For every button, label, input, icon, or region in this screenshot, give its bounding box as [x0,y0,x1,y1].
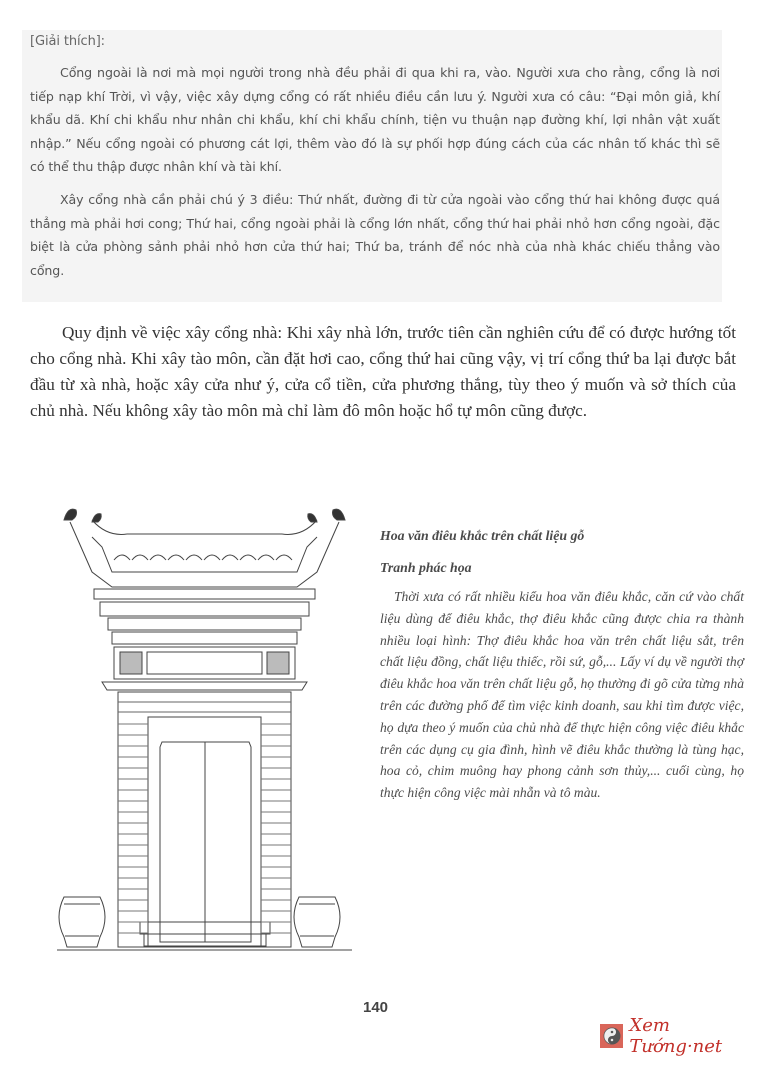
gate-illustration [52,492,357,962]
urn-left [59,897,105,947]
explanation-paragraph-1: Cổng ngoài là nơi mà mọi người trong nhà đều phải đi qua khi ra, vào. Người xưa cho rằng, cổng là nơi tiếp nạp khí Trời, vì vậy, việc xây dựng cổng có rất nhiều điều cần lưu ý. Người xưa có câu: “Đại môn giả, khí khẩu dã. Khí chi khẩu như nhân chi khẩu, khí chi khẩu chính, tiện vu thuận nạp đường khí, lợi nhân vật xuất nhập.” Nếu cổng ngoài có phương cát lợi, thêm vào đó là sự phối hợp đúng cách của các nhân tố khác thì sẽ có thể thu thập được nhân khí và tài khí. [30,65,720,174]
door [140,742,270,946]
yin-yang-icon [600,1024,623,1048]
watermark-text: Xem Tướng·net [629,1015,723,1057]
dragon-ornament-left-inner [92,514,101,522]
name-plaque [147,652,262,674]
dragon-ornament-right [333,509,346,520]
main-paragraph: Quy định về việc xây cổng nhà: Khi xây nhà lớn, trước tiên cần nghiên cứu để có được hướng tốt cho cổng nhà. Khi xây tào môn, cần đặt hơi cao, cổng thứ hai cũng vậy, vị trí cổng thứ ba lại được bắt đầu từ xà nhà, hoặc xây cửa như ý, cửa cổ tiền, cửa phương thắng, tùy theo ý muốn và sở thích của chủ nhà. Nếu không xây tào môn mà chỉ làm đô môn hoặc hổ tự môn cũng được. [30,323,736,420]
dragon-ornament-right-inner [308,514,317,522]
roof [64,509,345,587]
caption-body: Thời xưa có rất nhiều kiểu hoa văn điêu khắc, căn cứ vào chất liệu dùng để điêu khắc, thợ điêu khắc cũng được chia ra thành nhiều loại hình: Thợ điêu khắc hoa văn trên chất liệu sắt, trên chất liệu đồng, chất liệu thiếc, rồi sứ, gỗ,... Lấy ví dụ về người thợ điêu khắc hoa văn trên chất liệu gỗ, họ thường đi gõ cửa từng nhà trên các đường phố để tìm việc kinh doanh, sau khi tìm được việc, họ dựa theo ý muốn của chủ nhà để thực hiện công việc điêu khắc trên các dụng cụ gia đình, hình vẽ điêu khắc thường là tùng hạc, hoa cỏ, chim muông hay phong cảnh sơn thủy,... cuối cùng, họ thực hiện công việc mài nhẵn và tô màu. [380,589,744,801]
urn-right [294,897,340,947]
dragon-ornament-left [64,509,77,520]
explanation-label: [Giải thích]: [30,34,105,49]
roof-tiles [112,555,297,572]
entablature [94,589,315,690]
explanation-paragraph-2: Xây cổng nhà cần phải chú ý 3 điều: Thứ nhất, đường đi từ cửa ngoài vào cổng thứ hai không được quá thẳng mà phải hơi cong; Thứ hai, cổng ngoài phải là cổng lớn nhất, cổng thứ hai phải nhỏ hơn cổng ngoài, đặc biệt là cửa phòng sảnh phải nhỏ hơn cửa thứ hai; Thứ ba, tránh để nóc nhà của nhà khác chiếu thẳng vào cổng. [30,192,720,278]
caption-title: Hoa văn điêu khắc trên chất liệu gỗ [380,528,585,543]
page-number: 140 [363,999,389,1016]
caption-subtitle: Tranh phác họa [380,560,472,575]
watermark-logo [600,1015,765,1057]
